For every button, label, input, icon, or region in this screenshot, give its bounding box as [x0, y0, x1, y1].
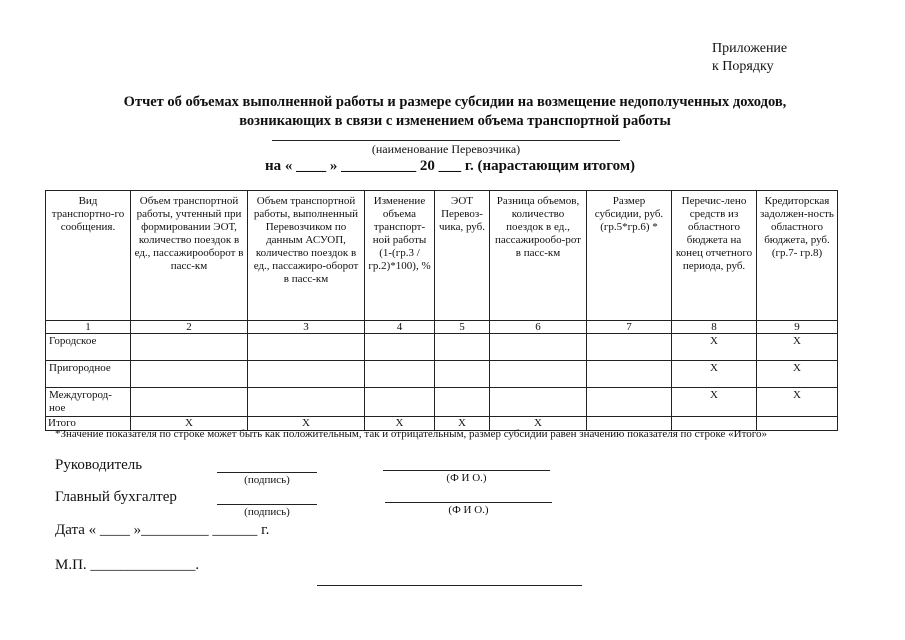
- report-table: [45, 190, 838, 431]
- column-number: 1: [46, 321, 131, 334]
- table-cell: [248, 388, 365, 417]
- column-number: 8: [672, 321, 757, 334]
- table-cell: X: [672, 388, 757, 417]
- row-label: Городское: [46, 334, 131, 361]
- title-line-1: Отчет об объемах выполненной работы и размере субсидии на возмещение недополученных доходов,: [123, 94, 787, 110]
- table-cell: X: [490, 417, 587, 431]
- column-header: Размер субсидии, руб. (гр.5*гр.6) *: [587, 191, 672, 321]
- appendix-line-2: к Порядку: [712, 59, 774, 74]
- table-cell: [587, 361, 672, 388]
- accountant-name-caption: (Ф И О.): [448, 504, 489, 516]
- table-cell: X: [672, 334, 757, 361]
- column-number: 3: [248, 321, 365, 334]
- stamp-label: М.П. ______________.: [55, 557, 200, 573]
- table-cell: X: [131, 417, 248, 431]
- table-cell: X: [248, 417, 365, 431]
- table-cell: X: [757, 361, 838, 388]
- table-cell: [365, 361, 435, 388]
- column-header: ЭОТ Перевоз-чика, руб.: [435, 191, 490, 321]
- row-label: Междугород-ное: [46, 388, 131, 417]
- table-cell: [248, 334, 365, 361]
- column-header: Объем транспортной работы, выполненный Перевозчиком по данным АСУОП, количество поездок в ед., пассажиро-оборот в пасс-км: [248, 191, 365, 321]
- column-number: 2: [131, 321, 248, 334]
- column-header: Объем транспортной работы, учтенный при формировании ЭОТ, количество поездок в ед., пассажирооборот в пасс-км: [131, 191, 248, 321]
- table-cell: [435, 388, 490, 417]
- table-cell: X: [757, 388, 838, 417]
- column-number: 6: [490, 321, 587, 334]
- table-cell: [131, 334, 248, 361]
- table-row: [46, 334, 838, 361]
- head-label: Руководитель: [55, 457, 143, 473]
- row-label: Итого: [46, 417, 131, 431]
- head-signature-caption: (подпись): [244, 474, 290, 486]
- table-cell: [365, 334, 435, 361]
- column-header: Перечис-лено средств из областного бюджета на конец отчетного периода, руб.: [672, 191, 757, 321]
- carrier-name-line: [272, 140, 620, 141]
- footnote: *Значение показателя по строке может быть как положительным, так и отрицательным, размер субсидии равен значению показателя по строке «Итого»: [55, 428, 768, 440]
- report-date-line: на « ____ » __________ 20 ___ г. (нарастающим итогом): [264, 158, 636, 174]
- table-row: [46, 388, 838, 417]
- table-cell: [490, 361, 587, 388]
- report-title: [40, 93, 870, 131]
- table-cell: [587, 334, 672, 361]
- table-cell: [435, 334, 490, 361]
- accountant-signature-caption: (подпись): [244, 506, 290, 518]
- bottom-line: [317, 585, 582, 586]
- head-signature-line: [217, 472, 317, 473]
- table-cell: [365, 388, 435, 417]
- head-name-caption: (Ф И О.): [446, 472, 487, 484]
- appendix-note: [712, 40, 787, 76]
- table-cell: X: [757, 334, 838, 361]
- table-cell: [248, 361, 365, 388]
- column-number: 7: [587, 321, 672, 334]
- title-line-2: возникающих в связи с изменением объема транспортной работы: [239, 113, 671, 129]
- table-cell: X: [672, 361, 757, 388]
- table-cell: [490, 388, 587, 417]
- column-header: Кредиторская задолжен-ность областного бюджета, руб. (гр.7- гр.8): [757, 191, 838, 321]
- table-cell: [131, 361, 248, 388]
- appendix-line-1: Приложение: [712, 41, 788, 56]
- accountant-signature-line: [217, 504, 317, 505]
- carrier-caption: (наименование Перевозчика): [371, 142, 521, 156]
- column-number: 4: [365, 321, 435, 334]
- table-row: [46, 361, 838, 388]
- table-header-row: [46, 191, 838, 321]
- row-label: Пригородное: [46, 361, 131, 388]
- table-cell: [435, 361, 490, 388]
- table-cell: X: [365, 417, 435, 431]
- column-header: Разница объемов, количество поездок в ед., пассажирообо-рот в пасс-км: [490, 191, 587, 321]
- table-cell: [757, 417, 838, 431]
- column-number: 5: [435, 321, 490, 334]
- table-cell: X: [435, 417, 490, 431]
- column-header: Вид транспортно-го сообщения.: [46, 191, 131, 321]
- column-header: Изменение объема транспорт-ной работы (1-(гр.3 / гр.2)*100), %: [365, 191, 435, 321]
- table-cell: [587, 388, 672, 417]
- table-cell: [490, 334, 587, 361]
- accountant-label: Главный бухгалтер: [55, 489, 177, 505]
- accountant-name-line: [385, 502, 552, 503]
- column-number-row: [46, 321, 838, 334]
- column-number: 9: [757, 321, 838, 334]
- table-cell: [131, 388, 248, 417]
- head-name-line: [383, 470, 550, 471]
- date-label: Дата « ____ »_________ ______ г.: [55, 522, 270, 538]
